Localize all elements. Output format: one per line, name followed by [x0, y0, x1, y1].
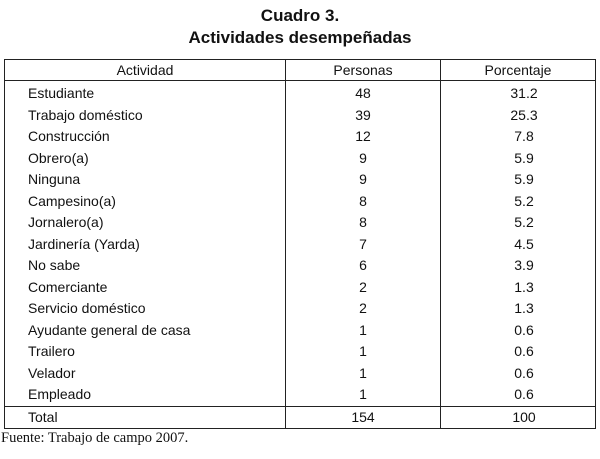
cell-porcentaje: 5.2 [441, 212, 596, 234]
total-row [5, 406, 596, 428]
table-row [5, 148, 596, 170]
cell-personas: 1 [286, 363, 441, 385]
header-actividad: Actividad [5, 60, 286, 81]
total-porcentaje: 100 [441, 406, 596, 428]
cell-actividad: Trailero [5, 341, 286, 363]
cell-porcentaje: 31.2 [441, 81, 596, 105]
cell-personas: 2 [286, 298, 441, 320]
table-row [5, 212, 596, 234]
cell-actividad: Campesino(a) [5, 191, 286, 213]
header-porcentaje: Porcentaje [441, 60, 596, 81]
cell-actividad: Ninguna [5, 169, 286, 191]
cell-actividad: Ayudante general de casa [5, 320, 286, 342]
cell-personas: 12 [286, 126, 441, 148]
caption-title: Actividades desempeñadas [188, 28, 412, 47]
header-row [5, 60, 596, 81]
cell-actividad: Trabajo doméstico [5, 105, 286, 127]
cell-personas: 39 [286, 105, 441, 127]
cell-porcentaje: 5.9 [441, 169, 596, 191]
cell-personas: 9 [286, 169, 441, 191]
cell-actividad: Jornalero(a) [5, 212, 286, 234]
cell-personas: 9 [286, 148, 441, 170]
cell-personas: 2 [286, 277, 441, 299]
cell-actividad: No sabe [5, 255, 286, 277]
cell-porcentaje: 0.6 [441, 320, 596, 342]
cell-porcentaje: 3.9 [441, 255, 596, 277]
cell-personas: 6 [286, 255, 441, 277]
cell-actividad: Construcción [5, 126, 286, 148]
cell-personas: 1 [286, 341, 441, 363]
cell-actividad: Estudiante [5, 81, 286, 105]
cell-personas: 7 [286, 234, 441, 256]
source-note: Fuente: Trabajo de campo 2007. [1, 430, 189, 446]
table-row [5, 234, 596, 256]
cell-actividad: Jardinería (Yarda) [5, 234, 286, 256]
cell-porcentaje: 0.6 [441, 363, 596, 385]
table-row [5, 363, 596, 385]
cell-personas: 1 [286, 384, 441, 406]
cell-porcentaje: 4.5 [441, 234, 596, 256]
table-row [5, 320, 596, 342]
cell-porcentaje: 5.2 [441, 191, 596, 213]
header-personas: Personas [286, 60, 441, 81]
cell-personas: 8 [286, 212, 441, 234]
cell-porcentaje: 0.6 [441, 341, 596, 363]
cell-porcentaje: 1.3 [441, 298, 596, 320]
table-row [5, 105, 596, 127]
total-label: Total [5, 406, 286, 428]
table-row [5, 277, 596, 299]
activities-table [4, 59, 596, 429]
cell-actividad: Comerciante [5, 277, 286, 299]
cell-porcentaje: 5.9 [441, 148, 596, 170]
table-body [5, 81, 596, 407]
cell-personas: 1 [286, 320, 441, 342]
cell-porcentaje: 7.8 [441, 126, 596, 148]
table-row [5, 81, 596, 105]
cell-porcentaje: 1.3 [441, 277, 596, 299]
table-row [5, 341, 596, 363]
cell-actividad: Obrero(a) [5, 148, 286, 170]
table-row [5, 298, 596, 320]
table-row [5, 384, 596, 406]
cell-personas: 48 [286, 81, 441, 105]
cell-porcentaje: 25.3 [441, 105, 596, 127]
cell-actividad: Empleado [5, 384, 286, 406]
table-row [5, 126, 596, 148]
cell-personas: 8 [286, 191, 441, 213]
cell-porcentaje: 0.6 [441, 384, 596, 406]
cell-actividad: Servicio doméstico [5, 298, 286, 320]
caption-number: Cuadro 3. [260, 6, 340, 25]
table-row [5, 169, 596, 191]
table-row [5, 255, 596, 277]
table-caption [0, 5, 600, 49]
table-row [5, 191, 596, 213]
cell-actividad: Velador [5, 363, 286, 385]
total-personas: 154 [286, 406, 441, 428]
